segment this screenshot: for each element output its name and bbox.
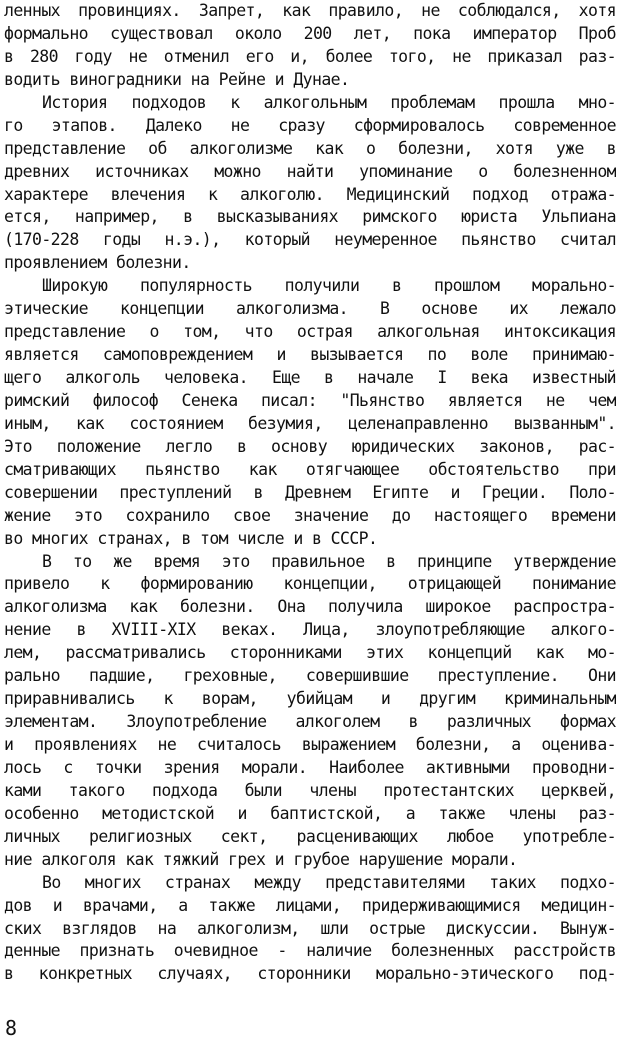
text-line: щего алкоголь человека. Еще в начале I века известный [4,368,616,387]
text-line: ние алкоголя как тяжкий грех и грубое нарушение морали. [4,849,518,869]
text-line: (170-228 годы н.э.), который неумеренное пьянство считал [4,230,616,250]
text-line: привело к формированию концепции, отрицающей понимание [4,574,616,594]
paragraph-first-line: В то же время это правильное в принципе утверждение [42,551,616,571]
paragraph-first-line: История подходов к алкогольным проблемам прошла мно- [42,92,616,112]
text-line: ленных провинциях. Запрет, как правило, не соблюдался, хотя [4,1,616,20]
text-line: формально существовал около 200 лет, пока император Проб [4,23,616,43]
text-line: в конкретных случаях, сторонники морально-этического под- [4,964,616,984]
paragraph-first-line: Широкую популярность получили в прошлом морально- [42,276,616,296]
text-line: характере влечения к алкоголю. Медицинский подход отража- [4,184,616,204]
text-line: этические концепции алкоголизма. В основе их лежало [4,299,616,319]
text-line: особенно методистской и баптистской, а также члены раз- [4,803,616,823]
text-line: совершении преступлений в Древнем Египте и Греции. Поло- [4,482,616,502]
text-line: приравнивались к ворам, убийцам и другим криминальным [4,689,616,709]
text-line: представление о том, что острая алкогольная интоксикация [4,322,616,342]
text-line: проявлением болезни. [4,253,191,273]
text-line: и проявлениях не считалось выражением болезни, а оценива- [4,735,616,754]
text-line: римский философ Сенека писал: "Пьянство является не чем [4,390,616,410]
text-line: го этапов. Далеко не сразу сформировалось современное [4,115,616,135]
text-line: дов и врачами, а также лицами, придерживающимися медицин- [4,895,616,915]
text-line: водить виноградники на Рейне и Дунае. [4,69,350,89]
paragraph-first-line: Во многих странах между представителями таких подхо- [42,872,616,892]
body-text [4,0,616,986]
text-line: в 280 году не отменил его и, более того, не приказал раз- [4,46,616,66]
text-line: древних источниках можно найти упоминание о болезненном [4,161,616,181]
text-line: лем, рассматривались сторонниками этих концепций как мо- [4,643,616,663]
text-line: алкоголизма как болезни. Она получила широкое распростра- [4,597,616,617]
text-line: представление об алкоголизме как о болезни, хотя уже в [4,138,616,158]
page-number: 8 [5,1016,18,1040]
text-line: сматривающих пьянство как отягчающее обстоятельство при [4,459,616,479]
text-line: личных религиозных сект, расценивающих любое употребле- [4,826,616,846]
text-line: ется, например, в высказываниях римского юриста Ульпиана [4,207,616,227]
text-line: ских взглядов на алкоголизм, шли острые дискуссии. Вынуж- [4,918,616,938]
text-line: ками такого подхода были члены протестантских церквей, [4,780,616,800]
text-line: элементам. Злоупотребление алкоголем в различных формах [4,712,616,732]
text-line: лось с точки зрения морали. Наиболее активными проводни- [4,757,616,777]
text-line: жение это сохранило свое значение до настоящего времени [4,505,616,525]
text-line: денные признать очевидное - наличие болезненных расстройств [4,941,616,961]
text-line: Это положение легло в основу юридических законов, рас- [4,436,616,456]
text-line: является самоповреждением и вызывается по воле принимаю- [4,345,616,365]
text-line: рально падшие, греховные, совершившие преступление. Они [4,666,616,686]
text-line: во многих странах, в том числе и в СССР. [4,528,378,548]
text-line: иным, как состоянием безумия, целенаправленно вызванным". [4,413,616,433]
text-line: нение в XVIII-XIX веках. Лица, злоупотребляющие алкого- [4,620,616,640]
